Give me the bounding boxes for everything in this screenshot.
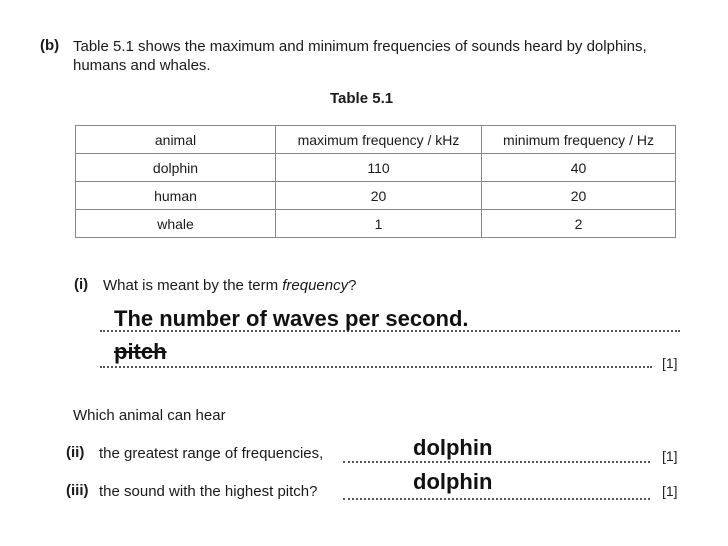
question-b-text-line1: Table 5.1 shows the maximum and minimum frequencies of sounds heard by dolphins, bbox=[73, 38, 647, 55]
part-iii-question: the sound with the highest pitch? bbox=[99, 483, 318, 500]
frequency-table bbox=[75, 125, 676, 238]
table-cell-max: 110 bbox=[276, 154, 482, 182]
part-ii-mark: [1] bbox=[662, 448, 678, 464]
part-i-mark: [1] bbox=[662, 355, 678, 371]
table-header-min-frequency: minimum frequency / Hz bbox=[482, 126, 676, 154]
handwritten-answer-pitch-struck: pitch bbox=[114, 339, 167, 364]
handwritten-answer-ii: dolphin bbox=[413, 435, 493, 460]
stem-text: Which animal can hear bbox=[73, 407, 226, 424]
table-header-animal: animal bbox=[76, 126, 276, 154]
part-i-label: (i) bbox=[74, 276, 89, 293]
part-i-term: frequency bbox=[282, 277, 349, 294]
part-i-question bbox=[103, 276, 356, 295]
table-cell-min: 2 bbox=[482, 210, 676, 238]
table-cell-animal: human bbox=[76, 182, 276, 210]
part-i-text-suffix: ? bbox=[348, 277, 357, 294]
question-label-b: (b) bbox=[40, 37, 60, 54]
table-header-max-frequency: maximum frequency / kHz bbox=[276, 126, 482, 154]
table-row bbox=[76, 182, 676, 210]
table-caption: Table 5.1 bbox=[330, 90, 394, 107]
table-cell-animal: whale bbox=[76, 210, 276, 238]
part-iii-mark: [1] bbox=[662, 483, 678, 499]
table-cell-max: 20 bbox=[276, 182, 482, 210]
answer-line-2 bbox=[100, 366, 652, 368]
table-cell-min: 40 bbox=[482, 154, 676, 182]
table-header-row bbox=[76, 126, 676, 154]
table-row bbox=[76, 154, 676, 182]
table-row bbox=[76, 210, 676, 238]
handwritten-answer-frequency: The number of waves per second. bbox=[114, 306, 469, 331]
table-cell-min: 20 bbox=[482, 182, 676, 210]
table-cell-animal: dolphin bbox=[76, 154, 276, 182]
part-iii-label: (iii) bbox=[66, 482, 89, 499]
question-b-text-line2: humans and whales. bbox=[73, 57, 211, 74]
answer-line-ii bbox=[343, 461, 650, 463]
answer-line-iii bbox=[343, 498, 650, 500]
part-i-text-prefix: What is meant by the term bbox=[103, 277, 283, 294]
handwritten-answer-iii: dolphin bbox=[413, 469, 493, 494]
part-ii-label: (ii) bbox=[66, 444, 85, 461]
part-ii-question: the greatest range of frequencies, bbox=[99, 445, 324, 462]
table-cell-max: 1 bbox=[276, 210, 482, 238]
